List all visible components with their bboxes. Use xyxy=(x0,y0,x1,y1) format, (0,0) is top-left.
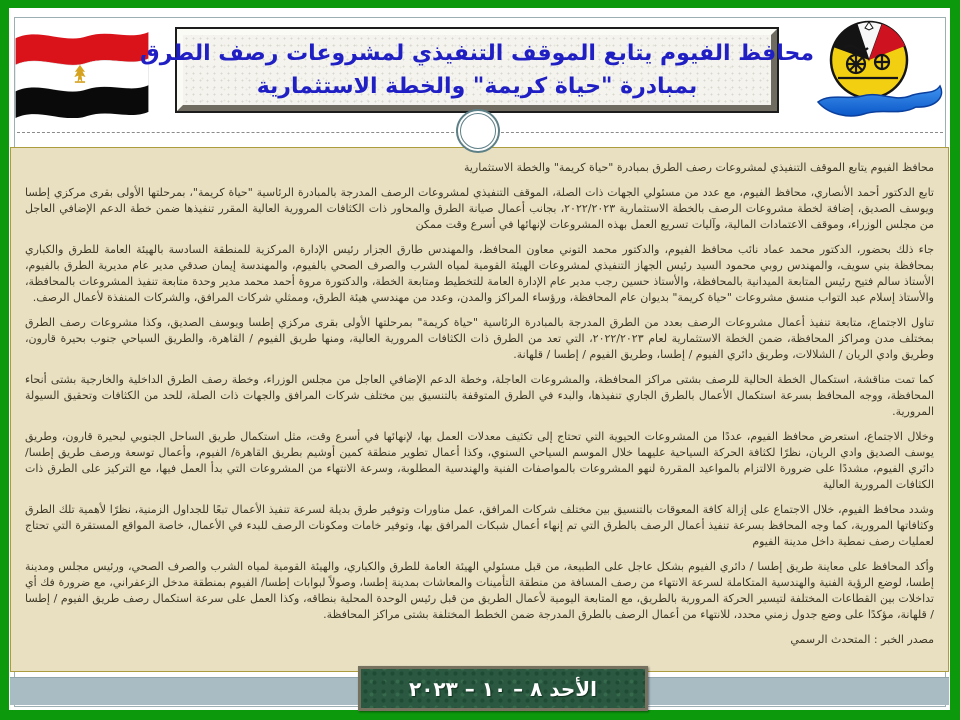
title-box xyxy=(140,27,814,113)
article-paragraph: تابع الدكتور أحمد الأنصاري، محافظ الفيوم، مع عدد من مسئولي الجهات ذات الصلة، الموقف التنفيذي لمشروعات الرصف المدرجة بالمبادرة الرئاسية "حياة كريمة"، بمرحلتها الأولى بقرى مركزي إطسا ويوسف الصديق، إضافة لخطة مشروعات الرصف بالخطة الاستثمارية ٢٠٢٢/٢٠٢٣، بجانب أعمال صيانة الطرق والمحاور ذات الكثافات المرورية العالية المقرر تنفيذها ضمن خطة الدعم الإضافي العاجل من مجلس الوزراء، وموقف الاعتمادات المالية، وآليات تسريع العمل بهذه المشروعات لإنهائها في أسرع وقت ممكن xyxy=(25,186,934,231)
date-text: الأحد ٨ – ١٠ – ٢٠٢٣ xyxy=(408,676,598,701)
circle-ornament xyxy=(456,109,500,153)
page-title-line2: بمبادرة "حياة كريمة" والخطة الاستثمارية xyxy=(256,74,698,99)
fayoum-governorate-emblem-icon xyxy=(806,18,948,124)
egypt-flag-icon xyxy=(15,24,149,118)
page-background xyxy=(9,8,950,710)
news-source-line: مصدر الخبر : المتحدث الرسمي xyxy=(790,633,934,646)
article-paragraph: وخلال الاجتماع، استعرض محافظ الفيوم، عددًا من المشروعات الحيوية التي تحتاج إلى تكثيف معدلات العمل بها، لإنهائها في أسرع وقت، مثل استكمال طريق الساحل الجنوبي لبحيرة قارون، وطريق يوسف الصديق وادي الريان، نظرًا لكثافة الحركة السياحية عليهما خلال الموسم السياحي السنوي، وكذا أعمال تطوير منطقة كمين أوشيم بطريق القاهرة/ الفيوم، وأعمال توسعة ورصف طريق إطسا/ دائري الفيوم، مشددًا على ضرورة الالتزام بالمواعيد المقررة لنهو المشروعات بالمواصفات الفنية والهندسية المطلوبة، وسرعة الانتهاء من المشروعات التي بدأ العمل فيها، مع التركيز على الطرق ذات الكثافات المرورية العالية xyxy=(25,430,934,491)
date-banner xyxy=(358,666,648,711)
article-headline: محافظ الفيوم يتابع الموقف التنفيذي لمشروعات رصف الطرق بمبادرة "حياة كريمة" والخطة الاستثمارية xyxy=(463,161,934,174)
article-paragraph: وشدد محافظ الفيوم، خلال الاجتماع على إزالة كافة المعوقات بالتنسيق بين مختلف شركات المرافق، عمل مناورات وتوفير طرق بديلة لسرعة تنفيذ الأعمال تبعًا للجداول الزمنية، نظرًا لأهمية تلك الطرق وكثافاتها المرورية، كما وجه المحافظ بسرعة تنفيذ أعمال الرصف بالطرق التي تم إنهاء أعمال شبكات المرافق بها، وتوفير خامات ومكونات الرصف للبدء في الأعمال، خاصة المواقع المستقرة التي تحتاج لعمليات رصف نمطية داخل مدينة الفيوم xyxy=(25,503,934,548)
article-body xyxy=(10,147,949,672)
article-paragraph: تناول الاجتماع، متابعة تنفيذ أعمال مشروعات الرصف بعدد من الطرق المدرجة بالمبادرة الرئاسية "حياة كريمة" بمرحلتها الأولى بقرى مركزي إطسا ويوسف الصديق، وكذا مشروعات رصف الطرق بمختلف مدن ومراكز المحافظة، ضمن الخطة الاستثمارية لعام ٢٠٢٢/٢٠٢٣، التي تعد من الطرق ذات الكثافات المرورية العالية، ومنها طريق الفيوم / القاهرة، والطريق السياحي جنوب بحيرة قارون، وطريق وادي الريان / الشلالات، وطريق دائري الفيوم / إطسا، وطريق الفيوم / إطسا / قلهانة. xyxy=(25,316,934,361)
title-box-bevel xyxy=(140,29,814,111)
article-paragraph: وأكد المحافظ على معاينة طريق إطسا / دائري الفيوم بشكل عاجل على الطبيعة، من قبل مسئولي الهيئة العامة للطرق والكباري، والهيئة القومية لمياه الشرب والصرف الصحي، ورئيس مجلس ومدينة إطسا، لوضع الرؤية الفنية والهندسية المتكاملة لسرعة الانتهاء من رصف المسافة من منطقة التأمينات والمعاشات بمدينة إطسا، وصولاً لبوابات إطسا/ الفيوم بمنطقة مدخل الزعفراني، مع ضرورة فك أي تداخلات بين القطاعات المختلفة لتيسير الحركة المرورية بالطريق، مع المتابعة اليومية لأعمال الطريق من قبل رئيس الوحدة المحلية بنطاقه، وكذا العمل على سرعة استكمال رصف طريق الفيوم / إطسا / قلهانة، مؤكدًا على وضع جدول زمني محدد، للانتهاء من أعمال الرصف بالطرق المدرجة ضمن الخطط المختلفة بشتى مراكز المحافظة. xyxy=(25,560,934,621)
article-paragraph: جاء ذلك بحضور، الدكتور محمد عماد نائب محافظ الفيوم، والدكتور محمد التوني معاون المحافظ، والمهندس طارق الجزار رئيس الإدارة المركزية للمنطقة السادسة بالهيئة العامة للطرق والكباري بمحافظة بني سويف، والمهندس روبي محمود السيد رئيس الجهاز التنفيذي لمشروعات الهيئة القومية لمياه الشرب والصرف الصحي بالفيوم، والمهندسة إيمان صدقي مدير عام مديرية الطرق بالفيوم، الأستاذ سالم فتيح رئيس المتابعة الميدانية بالمحافظة، والأستاذ حسين رجب مدير عام الإدارة العامة للتخطيط ومتابعة الخطة، والدكتورة مروة أحمد محمد مدير وحدة متابعة تنفيذ المشروعات بالمحافظة، والأستاذ إسلام عبد التواب منسق مشروعات "حياة كريمة" بديوان عام المحافظة، ورؤساء المراكز والمدن، وعدد من مهندسي هيئة الطرق، وممثلي شركات المرافق، والشركات المنفذة لأعمال الرصف. xyxy=(25,243,934,304)
page-title-line1: محافظ الفيوم يتابع الموقف التنفيذي لمشروعات رصف الطرق xyxy=(140,41,814,66)
article-paragraph: كما تمت مناقشة، استكمال الخطة الحالية للرصف بشتى مراكز المحافظة، والمشروعات العاجلة، وخطة الدعم الإضافي العاجل من مجلس الوزراء، وخطة رصف الطرق الداخلية والخارجية بشتى أنحاء المحافظة، ووجه المحافظ بسرعة استكمال الأعمال بالطرق الجاري تنفيذها، والبدء في الطرق المتوقفة بالتنسيق بين مختلف شركات المرافق والجهات ذات الصلة، للحد من الكثافات وتحقيق السيولة المرورية. xyxy=(25,373,934,418)
